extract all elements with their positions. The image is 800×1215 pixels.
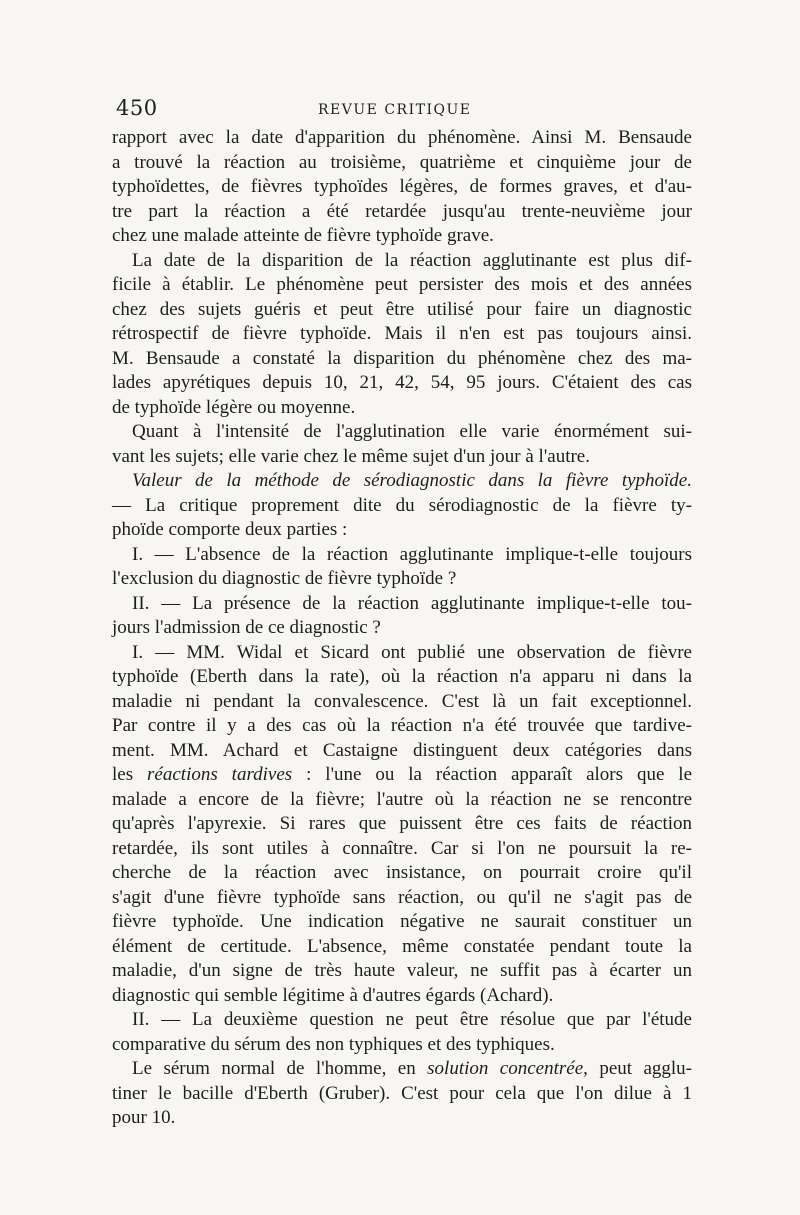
text-line: M. Bensaude a constaté la disparition du phénomène chez des ma- (112, 347, 692, 369)
text-line: fièvre typhoïde. Une indication négative ne saurait constituer un (112, 911, 692, 932)
section-heading-paragraph (112, 469, 692, 543)
text-line: l'exclusion du diagnostic de fièvre typhoïde ? (112, 568, 457, 589)
text-line: lades apyrétiques depuis 10, 21, 42, 54, 95 jours. C'étaient des cas (112, 372, 692, 393)
text-line: maladie ni pendant la convalescence. C'est là un fait exceptionnel. (112, 690, 692, 712)
emphasis: réactions tardives (147, 764, 293, 785)
paragraph (112, 641, 692, 1009)
text-line: chez une malade atteinte de fièvre typhoïde grave. (112, 225, 494, 246)
text-line: chez des sujets guéris et peut être utilisé pour faire un diagnostic (112, 298, 692, 320)
section-heading: Valeur de la méthode de sérodiagnostic dans la fièvre typhoïde. (132, 470, 692, 491)
running-title: REVUE CRITIQUE (318, 102, 472, 118)
text-line: rapport avec la date d'apparition du phénomène. Ainsi M. Bensaude (112, 127, 692, 148)
text-line: typhoïdettes, de fièvres typhoïdes légères, de formes graves, et d'au- (112, 176, 692, 197)
text-line: tiner le bacille d'Eberth (Gruber). C'est pour cela que l'on dilue à 1 (112, 1082, 692, 1104)
text-line: de typhoïde légère ou moyenne. (112, 396, 356, 418)
text-line: typhoïde (Eberth dans la rate), où la réaction n'a apparu ni dans la (112, 666, 692, 687)
text-line: comparative du sérum des non typhiques et des typhiques. (112, 1033, 555, 1055)
text-line: élément de certitude. L'absence, même constatée pendant toute la (112, 935, 692, 957)
text-line: Le sérum normal de l'homme, en solution concentrée, peut agglu- (132, 1058, 692, 1079)
paragraph (112, 1057, 692, 1131)
text-line: vant les sujets; elle varie chez le même sujet d'un jour à l'autre. (112, 445, 590, 467)
text-line: retardée, ils sont utiles à connaître. Car si l'on ne poursuit la re- (112, 837, 692, 859)
text-line: les réactions tardives : l'une ou la réaction apparaît alors que le (112, 764, 693, 785)
text-line: jours l'admission de ce diagnostic ? (112, 617, 381, 638)
text-line: — La critique proprement dite du sérodiagnostic de la fièvre ty- (112, 494, 692, 516)
paragraph (112, 249, 692, 421)
text-line: cherche de la réaction avec insistance, on pourrait croire qu'il (112, 862, 692, 883)
text-line: pour 10. (112, 1107, 176, 1128)
text-line: malade a encore de la fièvre; l'autre où la réaction ne se rencontre (112, 788, 692, 810)
text-line: qu'après l'apyrexie. Si rares que puissent être ces faits de réaction (112, 813, 692, 834)
document-body (112, 126, 692, 1131)
page-number: 450 (116, 96, 158, 120)
text-line: Par contre il y a des cas où la réaction n'a été trouvée que tardive- (112, 715, 692, 736)
text-line: ment. MM. Achard et Castaigne distinguent deux catégories dans (112, 739, 692, 761)
text-line: II. — La deuxième question ne peut être résolue que par l'étude (132, 1009, 692, 1030)
text-line: I. — L'absence de la réaction agglutinante implique-t-elle toujours (132, 543, 692, 565)
text-line: diagnostic qui semble légitime à d'autres égards (Achard). (112, 984, 554, 1006)
text-line: I. — MM. Widal et Sicard ont publié une observation de fièvre (132, 641, 692, 663)
paragraph (112, 592, 692, 641)
paragraph (112, 543, 692, 592)
text-line: La date de la disparition de la réaction agglutinante est plus dif- (132, 249, 692, 271)
emphasis: solution concentrée (427, 1058, 584, 1079)
text-line: rétrospectif de fièvre typhoïde. Mais il n'en est pas toujours ainsi. (112, 323, 692, 344)
paragraph (112, 420, 692, 469)
text-line: Quant à l'intensité de l'agglutination elle varie énormément sui- (132, 421, 692, 442)
text-line: ficile à établir. Le phénomène peut persister des mois et des années (112, 274, 692, 295)
text-line: maladie, d'un signe de très haute valeur, ne suffit pas à écarter un (112, 960, 692, 981)
text-line: s'agit d'une fièvre typhoïde sans réaction, ou qu'il ne s'agit pas de (112, 886, 692, 908)
text-line: phoïde comporte deux parties : (112, 519, 348, 540)
paragraph (112, 1008, 692, 1057)
paragraph (112, 126, 692, 249)
document-page (112, 92, 692, 1172)
text-line: II. — La présence de la réaction agglutinante implique-t-elle tou- (132, 592, 692, 614)
text-line: a trouvé la réaction au troisième, quatrième et cinquième jour de (112, 151, 692, 173)
page-header (112, 92, 692, 126)
text-line: tre part la réaction a été retardée jusqu'au trente-neuvième jour (112, 200, 692, 222)
